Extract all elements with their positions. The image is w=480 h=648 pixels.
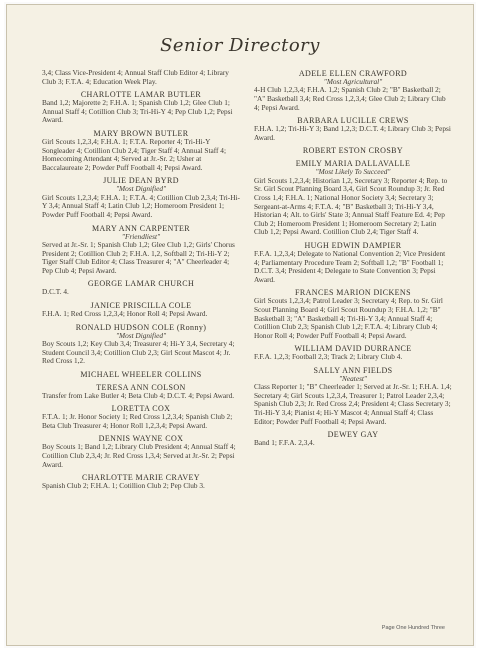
senior-activities: Band 1,2; Majorette 2; F.H.A. 1; Spanish Club 1,2; Glee Club 1; Annual Staff 4; Cotillion Club 3; Tri-Hi-Y 4; Pep Club 1,2; Pepsi Award. — [42, 98, 233, 125]
senior-activities: Boy Scouts 1; Band 1,2; Library Club President 4; Annual Staff 4; Cotillion Club 2,3,4; Jr. Red Cross 1,3,4; Served at Jr.-Sr. 2; Pepsi Award. — [42, 442, 236, 469]
page-title: Senior Directory — [160, 35, 320, 56]
senior-name: BARBARA LUCILLE CREWS — [297, 116, 409, 126]
senior-activities: 3,4; Class Vice-President 4; Annual Staff Club Editor 4; Library Club 3; F.T.A. 4; Education Week Play. — [42, 68, 229, 86]
senior-name: DENNIS WAYNE COX — [98, 434, 184, 444]
senior-entry — [254, 366, 452, 426]
senior-activities: Spanish Club 2; F.H.A. 1; Cotillion Club 2; Pep Club 3. — [42, 481, 205, 491]
senior-entry — [42, 176, 240, 219]
senior-superlative: "Friendliest" — [121, 231, 161, 241]
senior-entry — [42, 129, 240, 172]
senior-name: EMILY MARIA DALLAVALLE — [295, 159, 411, 169]
senior-name: CHARLOTTE LAMAR BUTLER — [80, 90, 202, 100]
senior-entry — [42, 323, 240, 366]
senior-name: MARY BROWN BUTLER — [93, 128, 189, 138]
senior-activities: F.T.A. 1; Jr. Honor Society 1; Red Cross 1,2,3,4; Spanish Club 2; Beta Club Treasurer 4; Honor Roll 1,2,3,4; Pepsi Award. — [42, 412, 233, 430]
senior-entry — [42, 434, 240, 469]
senior-name: RONALD HUDSON COLE (Ronny) — [75, 322, 207, 332]
senior-name: TERESA ANN COLSON — [96, 382, 186, 392]
senior-entry — [42, 404, 240, 430]
senior-activities: Transfer from Lake Butler 4; Beta Club 4; D.C.T. 4; Pepsi Award. — [42, 390, 235, 400]
senior-entry — [254, 430, 452, 448]
senior-name: ADELE ELLEN CRAWFORD — [298, 69, 408, 78]
senior-name: ROBERT ESTON CROSBY — [302, 146, 404, 156]
senior-superlative: "Most Likely To Succeed" — [315, 167, 391, 177]
senior-name: WILLIAM DAVID DURRANCE — [294, 344, 412, 354]
senior-superlative: "Most Agricultural" — [323, 77, 383, 86]
senior-entry — [42, 473, 240, 491]
senior-entry — [254, 288, 452, 340]
right-column — [254, 69, 452, 452]
senior-entry — [254, 116, 452, 142]
senior-name: FRANCES MARION DICKENS — [295, 288, 411, 298]
senior-activities: F.F.A. 1,2,3,4; Delegate to National Convention 2; Vice President 4; Parliamentary Procedure Team 2; Softball 1,2; "B" Football 1; D.C.T. 3,4; President 4; Delegate to State Convention 3; Pepsi Award. — [254, 248, 446, 284]
senior-activities: Girl Scouts 1,2,3,4; Historian 1,2, Secretary 3; Reporter 4; Rep. to Sr. Girl Scout Planning Board 3,4, Girl Scout Roundup 3; Jr. Red Cross 1,4; F.H.A. 1; National Honor Society 3,4; Secretary 3; Sergeant-at-Arms 4; F.T.A. 4; "B" Basketball 3; Tri-Hi-Y 3,4, Historian 4; Alt. to Girls' State 3; Annual Staff Feature Ed. 4; Pep Club 2; Homeroom President 1; Homeroom Secretary 2; Latin Club 1,2; Pepsi Award. Cotillion Club 2,4; Tiger Staff 4. — [254, 175, 448, 237]
senior-activities: F.H.A. 1,2; Tri-Hi-Y 3; Band 1,2,3; D.C.T. 4; Library Club 3; Pepsi Award. — [254, 124, 451, 142]
senior-entry — [254, 241, 452, 284]
senior-activities: D.C.T. 4. — [42, 287, 69, 297]
senior-name: CHARLOTTE MARIE CRAVEY — [82, 473, 200, 483]
senior-entry — [254, 344, 452, 362]
senior-activities: 4-H Club 1,2,3,4; F.H.A. 1,2; Spanish Club 2; "B" Basketball 2; "A" Basketball 3,4; Red Cross 1,2,3,4; Glee Club 2; Library Club 4; Pepsi Award. — [254, 85, 446, 112]
senior-name: DEWEY GAY — [327, 430, 379, 440]
senior-entry — [254, 69, 452, 112]
senior-name: JULIE DEAN BYRD — [103, 176, 179, 186]
senior-superlative: "Most Dignified" — [115, 330, 167, 340]
senior-entry — [42, 383, 240, 401]
left-column — [42, 69, 240, 495]
senior-entry — [42, 90, 240, 125]
senior-name: GEORGE LAMAR CHURCH — [87, 279, 195, 289]
senior-entry — [42, 370, 240, 379]
senior-activities: Band 1; F.F.A. 2,3,4. — [254, 438, 315, 448]
senior-entry — [42, 279, 240, 297]
senior-entry — [42, 224, 240, 276]
senior-entry — [254, 159, 452, 237]
senior-activities: Girl Scouts 1,2,3,4; Patrol Leader 3; Secretary 4; Rep. to Sr. Girl Scout Planning Board 4; Girl Scout Roundup 3; F.H.A. 1,2; "B" Basketball 3; "A" Basketball 4; Tri-Hi-Y 3,4; Annual Staff 4; Cotillion Club 2,3; Spanish Club 1,2; F.T.A. 4; Library Club 4; Honor Roll 4; Powder Puff Football 4; Pepsi Award. — [254, 296, 443, 340]
senior-activities: F.F.A. 1,2,3; Football 2,3; Track 2; Library Club 4. — [254, 352, 403, 362]
senior-activities: Boy Scouts 1,2; Key Club 3,4; Treasurer 4; Hi-Y 3,4, Secretary 4; Student Council 3,4; Cotillion Club 2,3; Girl Scout Mascot 4; Jr. Red Cross 1,2. — [42, 338, 235, 366]
senior-entry — [42, 301, 240, 319]
senior-name: LORETTA COX — [111, 404, 171, 414]
senior-superlative: "Most Dignified" — [115, 184, 167, 194]
senior-name: JANICE PRISCILLA COLE — [90, 300, 192, 310]
senior-entry — [42, 69, 240, 86]
senior-name: MARY ANN CARPENTER — [91, 223, 191, 233]
senior-activities: F.H.A. 1; Red Cross 1,2,3,4; Honor Roll 4; Pepsi Award. — [42, 308, 208, 318]
yearbook-page — [6, 4, 474, 646]
senior-activities: Served at Jr.-Sr. 1; Spanish Club 1,2; Glee Club 1,2; Girls' Chorus President 2; Cotillion Club 2; F.H.A. 1,2, Softball 2; Tri-Hi-Y 2; Tiger Staff Club Editor 4; Class Treasurer 4; "A" Cheerleader 4; Pep Club 4; Pepsi Award. — [42, 239, 235, 275]
senior-activities: Girl Scouts 1,2,3,4; F.H.A. 1; F.T.A. 4; Cotillion Club 2,3,4; Tri-Hi-Y 3,4; Annual Staff 4; Latin Club 1,2; Homeroom President 1; Powder Puff Football 4; Pepsi Award. — [42, 192, 240, 219]
senior-superlative: "Neatest" — [338, 373, 367, 383]
senior-entry — [254, 146, 452, 155]
page-number-footer: Page One Hundred Three — [381, 625, 445, 631]
senior-name: HUGH EDWIN DAMPIER — [304, 240, 402, 250]
senior-name: SALLY ANN FIELDS — [313, 365, 393, 375]
senior-name: MICHAEL WHEELER COLLINS — [80, 369, 202, 379]
senior-activities: Girl Scouts 1,2,3,4; F.H.A. 1; F.T.A. Reporter 4; Tri-Hi-Y Songleader 4; Cotillion Club 2,4; Tiger Staff 4; Annual Staff 4; Homecoming Attendant 4; Served at Jr.-Sr. 2; Usher at Baccalaureate 2; Powder Puff Football 4; Pepsi Award. — [42, 136, 226, 172]
senior-activities: Class Reporter 1; "B" Cheerleader 1; Served at Jr.-Sr. 1; F.H.A. 1,4; Secretary 4; Girl Scouts 1,2,3,4, Treasurer 1; Patrol Leader 2,3,4; Spanish Club 2,3; Jr. Red Cross 2,4; President 4; Class Secretary 3; Tri-Hi-Y 3,4; Pianist 4; Hi-Y Mascot 4; Annual Staff 4; Class Editor; Powder Puff Football 4; Pepsi Award. — [254, 382, 452, 426]
